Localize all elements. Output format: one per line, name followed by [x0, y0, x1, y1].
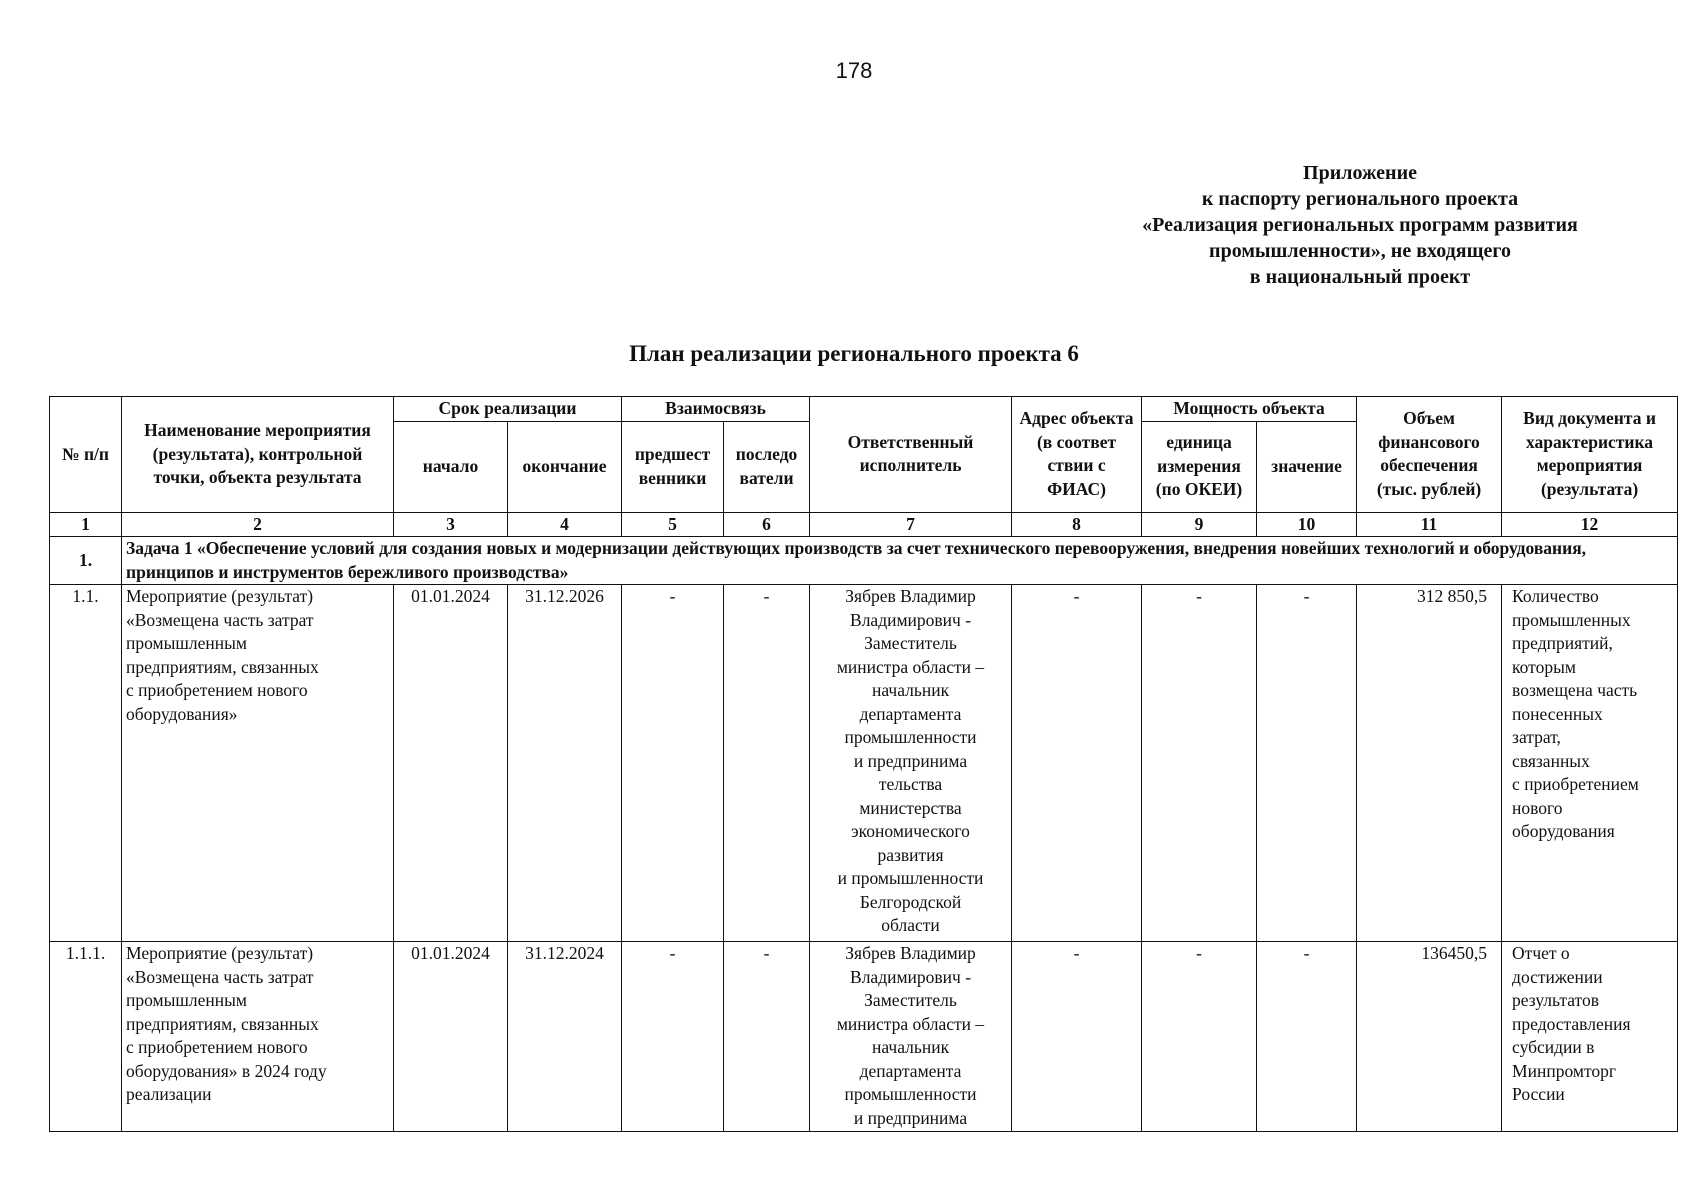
- row-name: Мероприятие (результат) «Возмещена часть затрат промышленным предприятиям, связанных с приобретением нового оборудования» в 2024 году реализации: [122, 942, 394, 1132]
- header-capacity-unit: единица измерения (по ОКЕИ): [1142, 421, 1257, 512]
- header-term: Срок реализации: [394, 397, 622, 422]
- row-capacity-value: -: [1257, 585, 1357, 942]
- header-address: Адрес объекта (в соответ ствии с ФИАС): [1012, 397, 1142, 513]
- row-start-date: 01.01.2024: [394, 585, 508, 942]
- column-number: 9: [1142, 512, 1257, 537]
- row-end-date: 31.12.2026: [508, 585, 622, 942]
- header-num: № п/п: [50, 397, 122, 513]
- header-row: [50, 397, 1678, 422]
- row-funding: 312 850,5: [1357, 585, 1502, 942]
- row-address: -: [1012, 585, 1142, 942]
- column-number-row: [50, 512, 1678, 537]
- header-term-start: начало: [394, 421, 508, 512]
- header-capacity: Мощность объекта: [1142, 397, 1357, 422]
- header-term-end: окончание: [508, 421, 622, 512]
- row-document: Количество промышленных предприятий, которым возмещена часть понесенных затрат, связанных с приобретением нового оборудования: [1502, 585, 1678, 942]
- column-number: 10: [1257, 512, 1357, 537]
- table-row: [50, 585, 1678, 942]
- row-predecessors: -: [622, 942, 724, 1132]
- page-title: План реализации регионального проекта 6: [629, 341, 1079, 366]
- appendix-caption: [1060, 160, 1660, 290]
- header-responsible: Ответственный исполнитель: [810, 397, 1012, 513]
- row-responsible: Зябрев Владимир Владимирович - Заместитель министра области – начальник департамента промышленности и предпринима тельства министерства экономического развития и промышленности Белгородской области: [810, 585, 1012, 942]
- row-start-date: 01.01.2024: [394, 942, 508, 1132]
- appendix-line: в национальный проект: [1249, 266, 1471, 288]
- column-number: 7: [810, 512, 1012, 537]
- row-number: 1.1.1.: [50, 942, 122, 1132]
- column-number: 1: [50, 512, 122, 537]
- column-number: 2: [122, 512, 394, 537]
- task-row: [50, 537, 1678, 585]
- column-number: 3: [394, 512, 508, 537]
- column-number: 4: [508, 512, 622, 537]
- column-number: 8: [1012, 512, 1142, 537]
- row-successors: -: [724, 942, 810, 1132]
- appendix-line: «Реализация региональных программ развития: [1142, 214, 1578, 236]
- row-capacity-unit: -: [1142, 942, 1257, 1132]
- appendix-line: к паспорту регионального проекта: [1201, 188, 1519, 210]
- row-end-date: 31.12.2024: [508, 942, 622, 1132]
- header-link-prev: предшест венники: [622, 421, 724, 512]
- page-number: 178: [835, 58, 873, 83]
- row-document: Отчет о достижении результатов предоставления субсидии в Минпромторг России: [1502, 942, 1678, 1132]
- row-address: -: [1012, 942, 1142, 1132]
- row-funding: 136450,5: [1357, 942, 1502, 1132]
- row-predecessors: -: [622, 585, 724, 942]
- column-number: 5: [622, 512, 724, 537]
- appendix-line: промышленности», не входящего: [1209, 240, 1511, 262]
- row-successors: -: [724, 585, 810, 942]
- column-number: 11: [1357, 512, 1502, 537]
- header-link-next: последо ватели: [724, 421, 810, 512]
- header-link: Взаимосвязь: [622, 397, 810, 422]
- row-name: Мероприятие (результат) «Возмещена часть затрат промышленным предприятиям, связанных с приобретением нового оборудования»: [122, 585, 394, 942]
- header-capacity-value: значение: [1257, 421, 1357, 512]
- header-name: Наименование мероприятия (результата), контрольной точки, объекта результата: [122, 397, 394, 513]
- column-number: 12: [1502, 512, 1678, 537]
- task-text: Задача 1 «Обеспечение условий для создания новых и модернизации действующих производств за счет технического перевооружения, внедрения новейших технологий и оборудования, принципов и инструментов бережливого производства»: [122, 537, 1678, 585]
- row-responsible: Зябрев Владимир Владимирович - Заместитель министра области – начальник департамента промышленности и предпринима: [810, 942, 1012, 1132]
- header-funding: Объем финансового обеспечения (тыс. рублей): [1357, 397, 1502, 513]
- task-number: 1.: [50, 537, 122, 585]
- table-row: [50, 942, 1678, 1132]
- column-number: 6: [724, 512, 810, 537]
- plan-table: [49, 396, 1678, 1132]
- row-number: 1.1.: [50, 585, 122, 942]
- header-doc: Вид документа и характеристика мероприятия (результата): [1502, 397, 1678, 513]
- row-capacity-value: -: [1257, 942, 1357, 1132]
- row-capacity-unit: -: [1142, 585, 1257, 942]
- appendix-line: Приложение: [1303, 162, 1417, 184]
